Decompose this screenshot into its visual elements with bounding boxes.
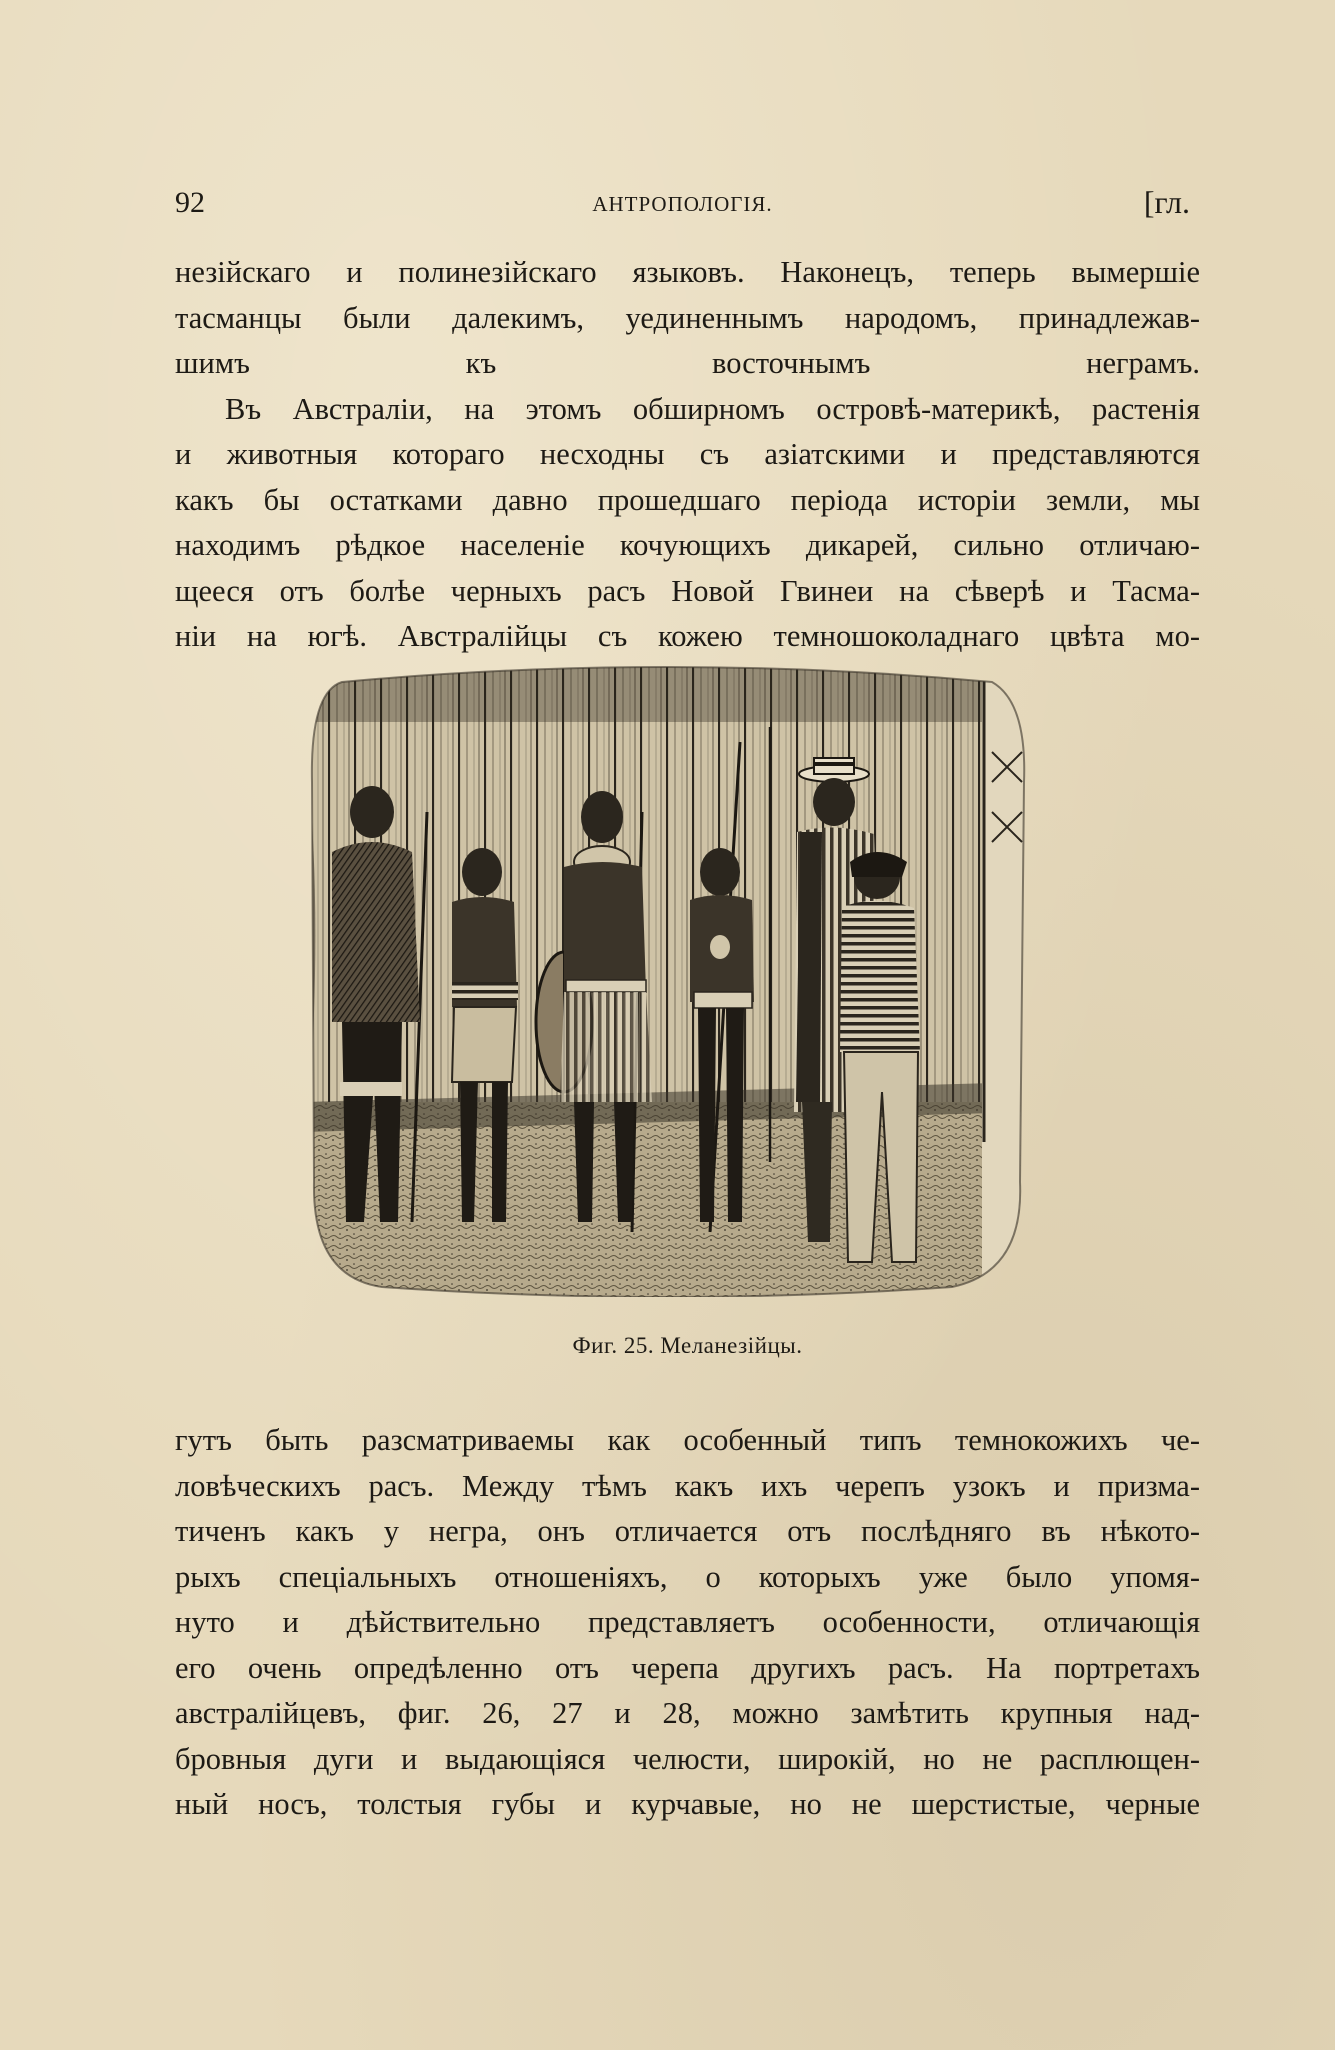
running-title: АНТРОПОЛОГІЯ.: [592, 192, 773, 216]
text-line: австралійцевъ, фиг. 26, 27 и 28, можно замѣтить крупныя над-: [175, 1696, 1200, 1730]
text-line: ловѣческихъ расъ. Между тѣмъ какъ ихъ черепъ узокъ и призма-: [175, 1468, 1200, 1503]
figure-caption: Фиг. 25. Меланезійцы.: [572, 1333, 803, 1358]
text-line: шимъ къ восточнымъ неграмъ.: [175, 346, 1200, 380]
text-line: какъ бы остатками давно прошедшаго періода исторіи земли, мы: [175, 482, 1200, 517]
text-line: Въ Австраліи, на этомъ обширномъ островѣ-материкѣ, растенія: [225, 391, 1200, 426]
text-line: его очень опредѣленно отъ черепа другихъ расъ. На портретахъ: [175, 1650, 1200, 1685]
paragraph-1: [175, 250, 1200, 387]
top-text-block: [175, 250, 1200, 660]
text-line: рыхъ спеціальныхъ отношеніяхъ, о которыхъ уже было упомя-: [175, 1559, 1200, 1594]
text-line: и животныя котораго несходны съ азіатскими и представляются: [175, 437, 1200, 471]
bottom-text-block: [175, 1418, 1200, 1828]
page-header: [175, 180, 1190, 230]
chapter-mark: [гл.: [1143, 184, 1190, 220]
paragraph-2: [175, 387, 1200, 660]
melanesians-engraving: [302, 662, 1032, 1297]
text-line: тиченъ какъ у негра, онъ отличается отъ послѣдняго въ нѣкото-: [175, 1514, 1200, 1548]
text-line: тасманцы были далекимъ, уединеннымъ народомъ, принадлежав-: [175, 300, 1200, 335]
text-line: ный носъ, толстыя губы и курчавые, но не шерстистые, черные: [175, 1787, 1200, 1821]
page-number: 92: [175, 186, 205, 219]
text-line: ніи на югѣ. Австралійцы съ кожею темношоколаднаго цвѣта мо-: [175, 619, 1200, 653]
text-line: щееся отъ болѣе черныхъ расъ Новой Гвинеи на сѣверѣ и Тасма-: [175, 573, 1200, 608]
paragraph-3: [175, 1418, 1200, 1828]
text-line: нуто и дѣйствительно представляетъ особенности, отличающія: [175, 1605, 1200, 1639]
engraving-figure: [302, 662, 1032, 1297]
text-line: бровныя дуги и выдающіяся челюсти, широкій, но не расплющен-: [175, 1741, 1200, 1776]
text-line: незійскаго и полинезійскаго языковъ. Наконецъ, теперь вымершіе: [175, 255, 1200, 289]
text-line: гутъ быть разсматриваемы как особенный типъ темнокожихъ че-: [175, 1423, 1200, 1457]
text-line: находимъ рѣдкое населеніе кочующихъ дикарей, сильно отличаю-: [175, 528, 1200, 562]
